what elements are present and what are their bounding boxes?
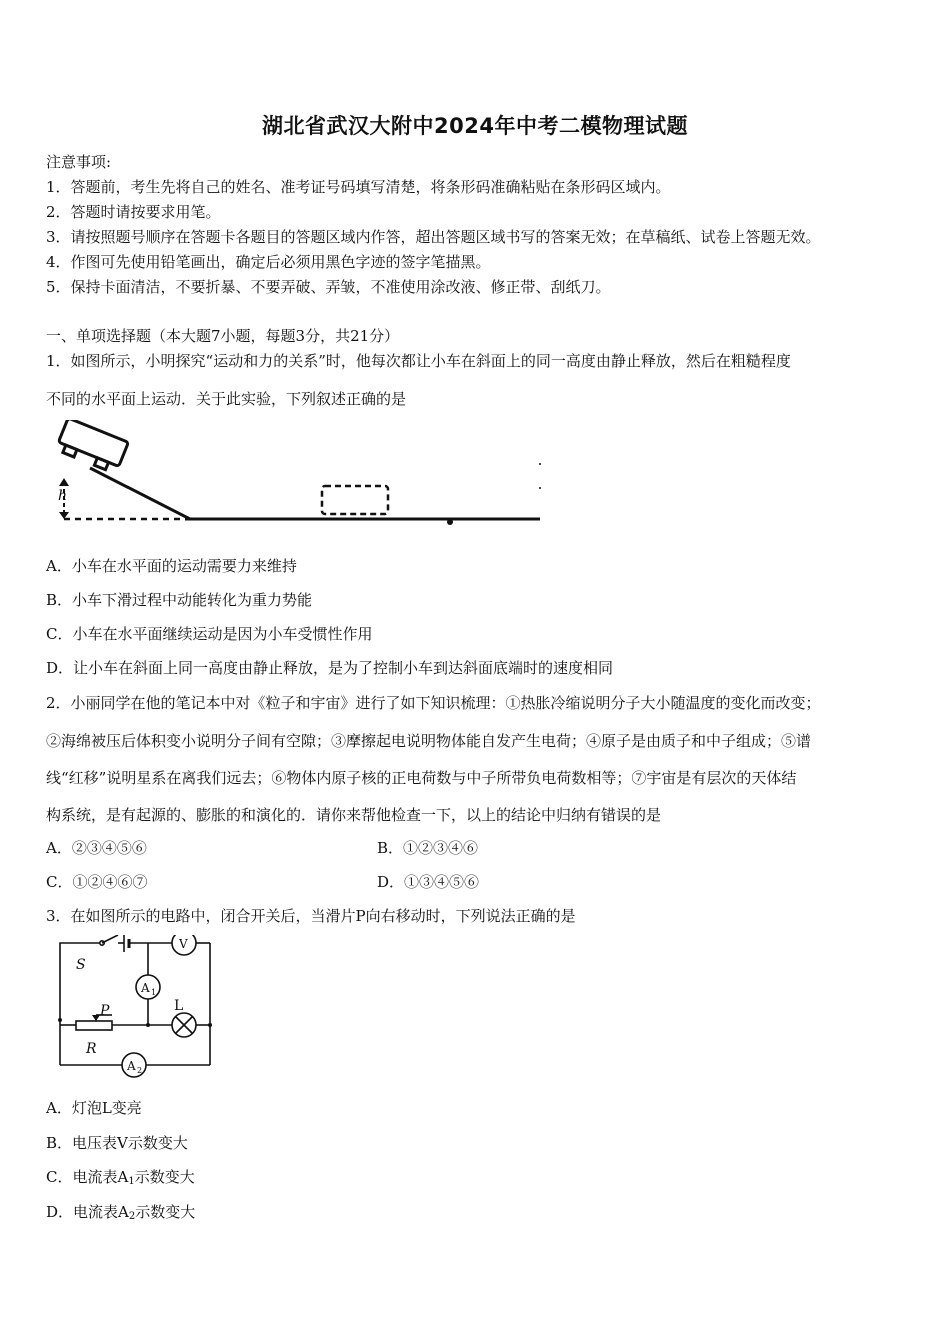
height-label: h xyxy=(58,488,68,504)
ammeter-a1-subscript: 1 xyxy=(151,988,157,997)
q2-stem-line3: 线“红移”说明星系在离我们远去；⑥物体内原子核的正电荷数与中子所带负电荷数相等；⑦宇宙是有层次的天体结 xyxy=(46,769,797,787)
q2-option-c: C．①②④⑥⑦ xyxy=(46,873,148,891)
lamp-label: L xyxy=(174,998,184,1014)
q1-option-c: C．小车在水平面继续运动是因为小车受惯性作用 xyxy=(46,625,373,643)
notice-item: 2．答题时请按要求用笔。 xyxy=(46,203,221,221)
section-heading: 一、单项选择题（本大题7小题，每题3分，共21分） xyxy=(46,327,400,345)
notice-item: 5．保持卡面清洁，不要折暴、不要弄破、弄皱，不准使用涂改液、修正带、刮纸刀。 xyxy=(46,278,611,296)
q3-option-d-text: D．电流表A xyxy=(46,1203,129,1221)
q3-option-b: B．电压表V示数变大 xyxy=(46,1134,188,1152)
q3-option-d xyxy=(46,1202,195,1222)
q2-stem-line2: ②海绵被压后体积变小说明分子间有空隙；③摩擦起电说明物体能自发产生电荷；④原子是由质子和中子组成；⑤谱 xyxy=(46,732,812,750)
q3-option-c xyxy=(46,1167,195,1187)
notice-item: 4．作图可先使用铅笔画出，确定后必须用黑色字迹的签字笔描黑。 xyxy=(46,253,491,271)
q2-stem-line1: 2．小丽同学在他的笔记本中对《粒子和宇宙》进行了如下知识梳理：①热胀冷缩说明分子大小随温度的变化而改变； xyxy=(46,694,821,712)
q3-circuit-diagram xyxy=(52,935,222,1085)
q2-option-a: A．②③④⑤⑥ xyxy=(46,839,147,857)
notice-item: 1．答题前，考生先将自己的姓名、准考证号码填写清楚，将条形码准确粘贴在条形码区域内。 xyxy=(46,178,671,196)
q3-option-c-subscript: 1 xyxy=(128,1176,135,1187)
ammeter-a1-label: A xyxy=(141,981,150,995)
slider-label: P xyxy=(100,1003,110,1019)
notice-heading: 注意事项: xyxy=(46,153,112,171)
q3-option-c-text: C．电流表A xyxy=(46,1168,129,1186)
q1-option-b: B．小车下滑过程中动能转化为重力势能 xyxy=(46,591,313,609)
q3-option-d-suffix: 示数变大 xyxy=(135,1203,196,1221)
q1-option-a: A．小车在水平面的运动需要力来维持 xyxy=(46,557,297,575)
ammeter-a2-subscript: 2 xyxy=(137,1066,143,1075)
q1-stem-line2: 不同的水平面上运动．关于此实验，下列叙述正确的是 xyxy=(46,390,407,408)
q2-option-b: B．①②③④⑥ xyxy=(377,839,479,857)
q3-stem: 3．在如图所示的电路中，闭合开关后，当滑片P向右移动时，下列说法正确的是 xyxy=(46,907,576,925)
q3-option-a: A．灯泡L变亮 xyxy=(46,1099,142,1117)
voltmeter-label: V xyxy=(179,937,188,951)
q3-option-c-suffix: 示数变大 xyxy=(134,1168,195,1186)
q2-option-d: D．①③④⑤⑥ xyxy=(377,873,480,891)
q1-incline-figure xyxy=(50,420,550,530)
notice-item: 3．请按照题号顺序在答题卡各题目的答题区域内作答，超出答题区域书写的答案无效；在草稿纸、试卷上答题无效。 xyxy=(46,228,821,246)
q2-stem-line4: 构系统，是有起源的、膨胀的和演化的．请你来帮他检查一下，以上的结论中归纳有错误的是 xyxy=(46,806,662,824)
q3-option-d-subscript: 2 xyxy=(128,1211,136,1222)
q1-option-d: D．让小车在斜面上同一高度由静止释放，是为了控制小车到达斜面底端时的速度相同 xyxy=(46,659,614,677)
page-title: 湖北省武汉大附中2024年中考二模物理试题 xyxy=(262,114,688,138)
rheostat-label: R xyxy=(86,1041,97,1057)
q1-stem-line1: 1．如图所示，小明探究“运动和力的关系”时，他每次都让小车在斜面上的同一高度由静止释放，然后在粗糙程度 xyxy=(46,352,791,370)
switch-label: S xyxy=(76,957,86,973)
ammeter-a2-label: A xyxy=(127,1059,136,1073)
